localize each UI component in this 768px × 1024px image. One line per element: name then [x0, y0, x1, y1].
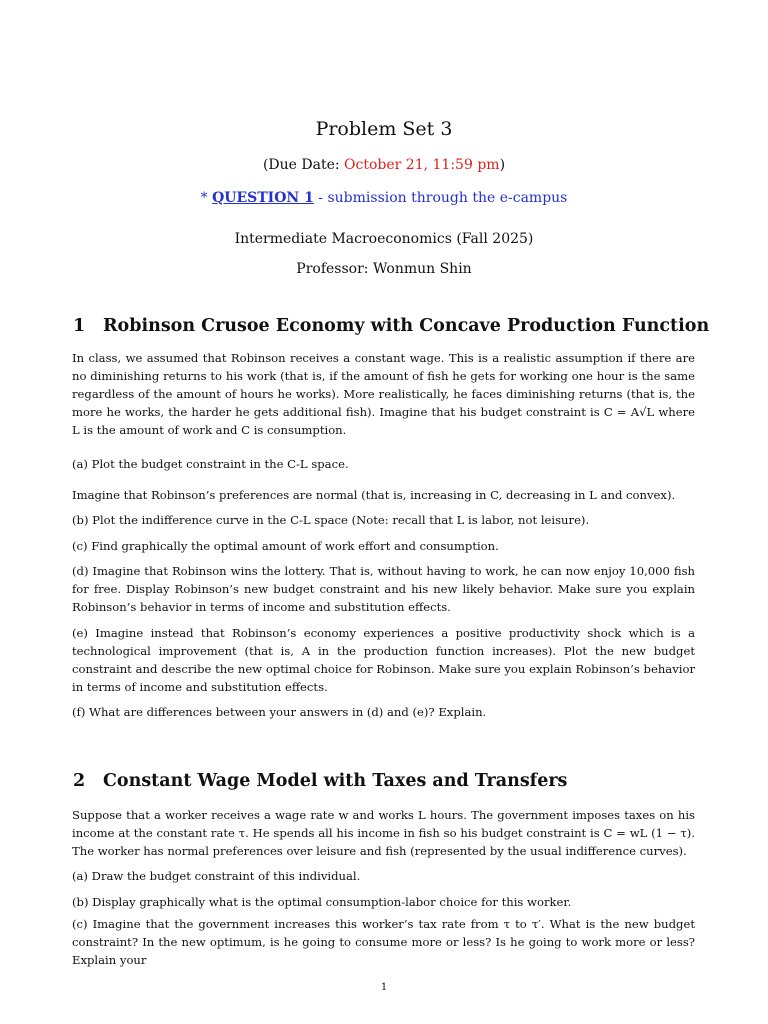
question-2c: (c) Imagine that the government increases this worker’s tax rate from τ to τ′. What is the new budget constraint? In the new optimum, is he going to consume more or less? Is he going to work more or less? Explain your — [72, 917, 695, 967]
section-2-number: 2 — [73, 771, 86, 791]
question-1c: (c) Find graphically the optimal amount of work effort and consumption. — [72, 539, 499, 553]
page-number: 1 — [380, 982, 388, 993]
question-1e: (e) Imagine instead that Robinson’s economy experiences a positive productivity shock which is a technological improvement (that is, A in the production function increases). Plot the new budget constraint and describe the new optimal choice for Robinson. Make sure you explain Robinson’s behavior in terms of income and substitution effects. — [72, 626, 695, 694]
preferences-statement: Imagine that Robinson’s preferences are normal (that is, increasing in C, decreasing in L and convex). — [72, 488, 676, 502]
due-date: October 21, 11:59 pm — [344, 157, 500, 173]
due-prefix: (Due Date: — [262, 157, 345, 173]
section-2-intro: Suppose that a worker receives a wage rate w and works L hours. The government imposes taxes on his income at the constant rate τ. He spends all his income in fish so his budget constraint is C = wL (1 − τ). The worker has normal preferences over leisure and fish (represented by the usual indifference curves). — [72, 808, 695, 858]
section-2-title: Constant Wage Model with Taxes and Transfers — [103, 771, 568, 791]
section-1-heading — [73, 316, 713, 336]
question-1a: (a) Plot the budget constraint in the C-L space. — [72, 457, 349, 471]
question-1d: (d) Imagine that Robinson wins the lottery. That is, without having to work, he can now enjoy 10,000 fish for free. Display Robinson’s new budget constraint and his new likely behavior. Make sure you explain Robinson’s behavior in terms of income and substitution effects. — [72, 564, 695, 614]
due-suffix: ) — [499, 157, 506, 173]
section-1-number: 1 — [73, 316, 86, 336]
document-title: Problem Set 3 — [315, 118, 453, 140]
question-star: * — [200, 190, 213, 206]
question-note — [0, 190, 768, 206]
question-1b: (b) Plot the indifference curve in the C-L space (Note: recall that L is labor, not leisure). — [72, 513, 590, 527]
due-date-line — [0, 157, 768, 173]
question-label-link[interactable]: QUESTION 1 — [212, 190, 314, 206]
question-suffix: - submission through the e-campus — [313, 190, 568, 206]
professor-name: Professor: Wonmun Shin — [296, 261, 472, 277]
section-1-title: Robinson Crusoe Economy with Concave Production Function — [103, 316, 710, 336]
question-1f: (f) What are differences between your answers in (d) and (e)? Explain. — [72, 705, 487, 719]
section-2-heading — [73, 771, 713, 791]
question-2a: (a) Draw the budget constraint of this individual. — [72, 869, 361, 883]
section-1-intro: In class, we assumed that Robinson receives a constant wage. This is a realistic assumption if there are no diminishing returns to his work (that is, if the amount of fish he gets for working one hour is the same regardless of the amount of hours he works). More realistically, he faces diminishing returns (that is, the more he works, the harder he gets additional fish). Imagine that his budget constraint is C = A√L where L is the amount of work and C is consumption. — [72, 351, 695, 437]
question-2b: (b) Display graphically what is the optimal consumption-labor choice for this worker. — [72, 895, 572, 909]
course-name: Intermediate Macroeconomics (Fall 2025) — [234, 231, 534, 247]
